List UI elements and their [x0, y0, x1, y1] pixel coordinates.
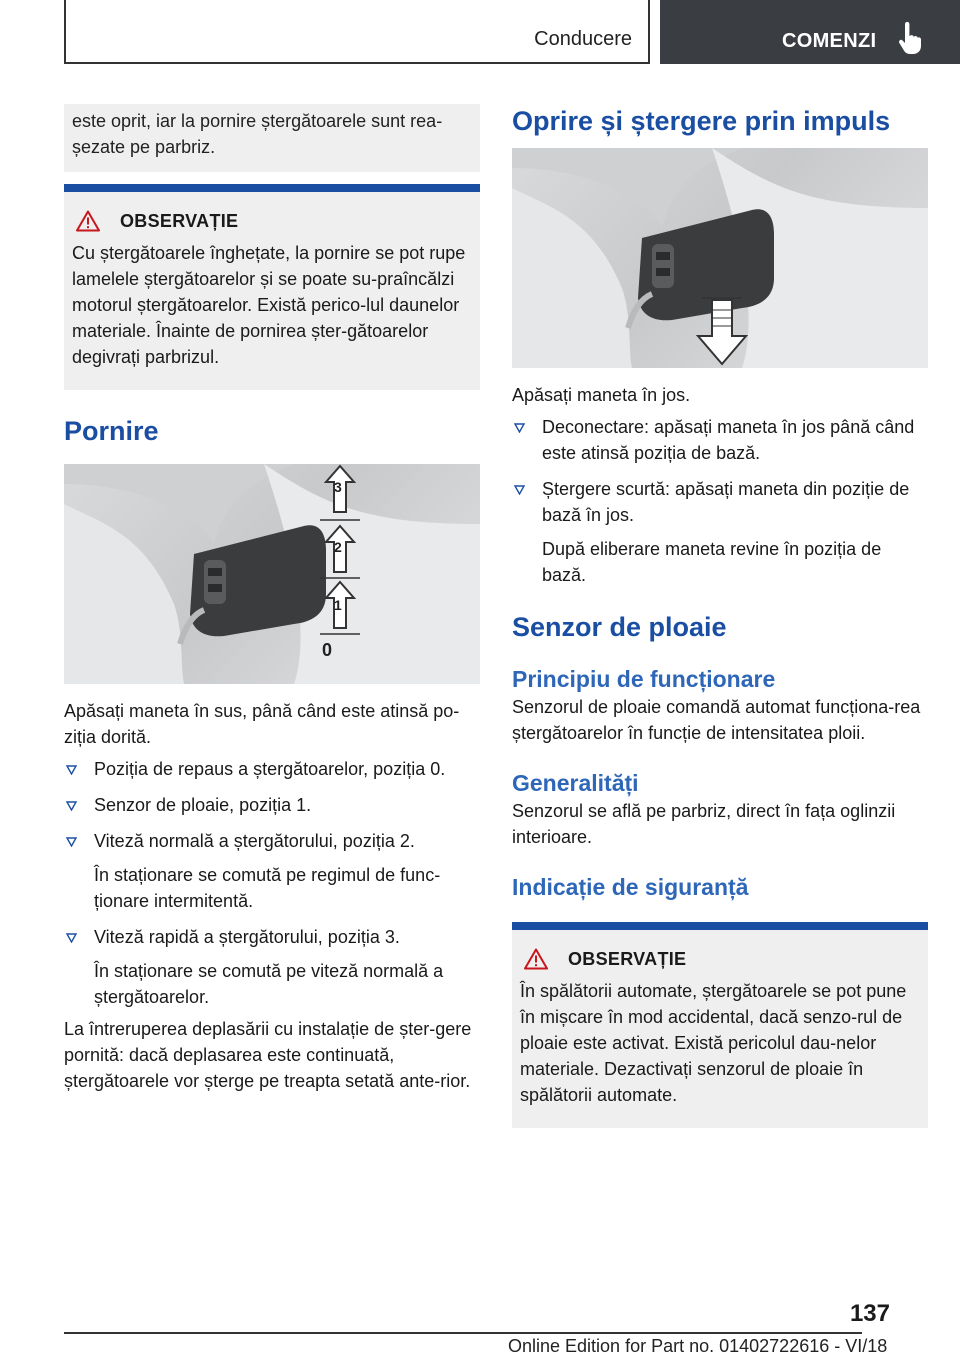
- image-label-0: 0: [322, 640, 333, 660]
- hand-pointer-icon: [898, 22, 922, 56]
- bullet-triangle-icon: [514, 423, 525, 433]
- bullet-triangle-icon: [66, 765, 77, 775]
- heading-generalitati: Generalități: [512, 770, 639, 796]
- right-column: [512, 104, 928, 1128]
- list-item: Ștergere scurtă: apăsați maneta din poziție de bază în jos.: [512, 476, 928, 528]
- note-body: Cu ștergătoarele înghețate, la pornire se pot rupe lamelele ștergătoarelor și se poate su-praîncălzi motorul ștergătoarelor. Există perico-lul daunelor materiale. Înainte de pornirea șter-gătoarelor degivrați parbrizul.: [72, 243, 466, 367]
- left-column: [64, 104, 480, 1094]
- list-item: Poziția de repaus a ștergătoarelor, poziția 0.: [64, 756, 480, 782]
- warning-triangle-icon: [76, 210, 100, 232]
- image-label-1: 1: [334, 597, 342, 613]
- wiper-lever-illustration: [64, 464, 480, 684]
- continued-note-box: [64, 104, 480, 172]
- header-section-title: Conducere: [534, 28, 632, 50]
- note-title-text: OBSERVAȚIE: [120, 210, 239, 231]
- pornire-closing: La întreruperea deplasării cu instalație de șter-gere pornită: dacă deplasarea este continuată, ștergătoarele vor șterge pe treapta setată ante-rior.: [64, 1019, 472, 1091]
- note-title: [76, 206, 470, 236]
- heading-oprire: Oprire și ștergere prin impuls: [512, 106, 891, 136]
- footer-divider: [64, 1332, 862, 1334]
- image-label-3: 3: [334, 479, 342, 495]
- bullet-subtext: După eliberare maneta revine în poziția de bază.: [542, 539, 882, 585]
- list-item: Senzor de ploaie, poziția 1.: [64, 792, 480, 818]
- generalitati-text: Senzorul se află pe parbriz, direct în fața oglinzii interioare.: [512, 801, 896, 847]
- image-label-2: 2: [334, 539, 342, 555]
- pornire-intro: Apăsați maneta în sus, până când este atinsă po-ziția dorită.: [64, 701, 460, 747]
- bullet-triangle-icon: [514, 485, 525, 495]
- note-box-car-wash: [512, 922, 928, 1128]
- note-title: [524, 944, 918, 974]
- bullet-triangle-icon: [66, 801, 77, 811]
- pornire-bullet-list: [64, 756, 480, 854]
- bullet-triangle-icon: [66, 837, 77, 847]
- header-chapter-tab: [660, 0, 960, 64]
- principiu-text: Senzorul de ploaie comandă automat funcționa-rea ștergătoarelor în funcție de intensitatea ploii.: [512, 697, 921, 743]
- page-number: 137: [849, 1300, 890, 1327]
- pornire-bullet-list-cont: [64, 924, 480, 950]
- list-item: Deconectare: apăsați maneta în jos până când este atinsă poziția de bază.: [512, 414, 928, 466]
- wiper-lever-down-illustration: [512, 148, 928, 368]
- bullet-triangle-icon: [66, 933, 77, 943]
- note-box-frozen-wipers: [64, 184, 480, 390]
- wiper-lever-up-image: [64, 464, 480, 684]
- list-item: Viteză normală a ștergătorului, poziția 2.: [64, 828, 480, 854]
- heading-pornire: Pornire: [64, 416, 159, 446]
- bullet-subtext: În staționare se comută pe viteză normală a ștergătoarelor.: [94, 961, 444, 1007]
- bullet-subtext: În staționare se comută pe regimul de func-ționare intermitentă.: [94, 865, 441, 911]
- note-title-text: OBSERVAȚIE: [568, 948, 687, 969]
- continued-text: este oprit, iar la pornire ștergătoarele sunt rea-șezate pe parbriz.: [72, 111, 443, 157]
- header-chapter-title: COMENZI: [782, 30, 877, 52]
- oprire-intro: Apăsați maneta în jos.: [512, 385, 691, 405]
- heading-principiu: Principiu de funcționare: [512, 666, 776, 692]
- warning-triangle-icon: [524, 948, 548, 970]
- heading-senzor-ploaie: Senzor de ploaie: [512, 612, 727, 642]
- footer-edition: Online Edition for Part no. 01402722616 - VI/18: [508, 1336, 888, 1356]
- wiper-lever-down-image: [512, 148, 928, 368]
- oprire-bullet-list: [512, 414, 928, 528]
- note-body: În spălătorii automate, ștergătoarele se pot pune în mișcare în mod accidental, dacă senzo-rul de ploaie este activat. Există pericolul dau-nelor materiale. Dezactivați senzorul de ploaie în spălătorii automate.: [520, 981, 907, 1105]
- heading-indicatie-siguranta: Indicație de siguranță: [512, 874, 749, 900]
- header-section-box: [64, 0, 650, 64]
- list-item: Viteză rapidă a ștergătorului, poziția 3.: [64, 924, 480, 950]
